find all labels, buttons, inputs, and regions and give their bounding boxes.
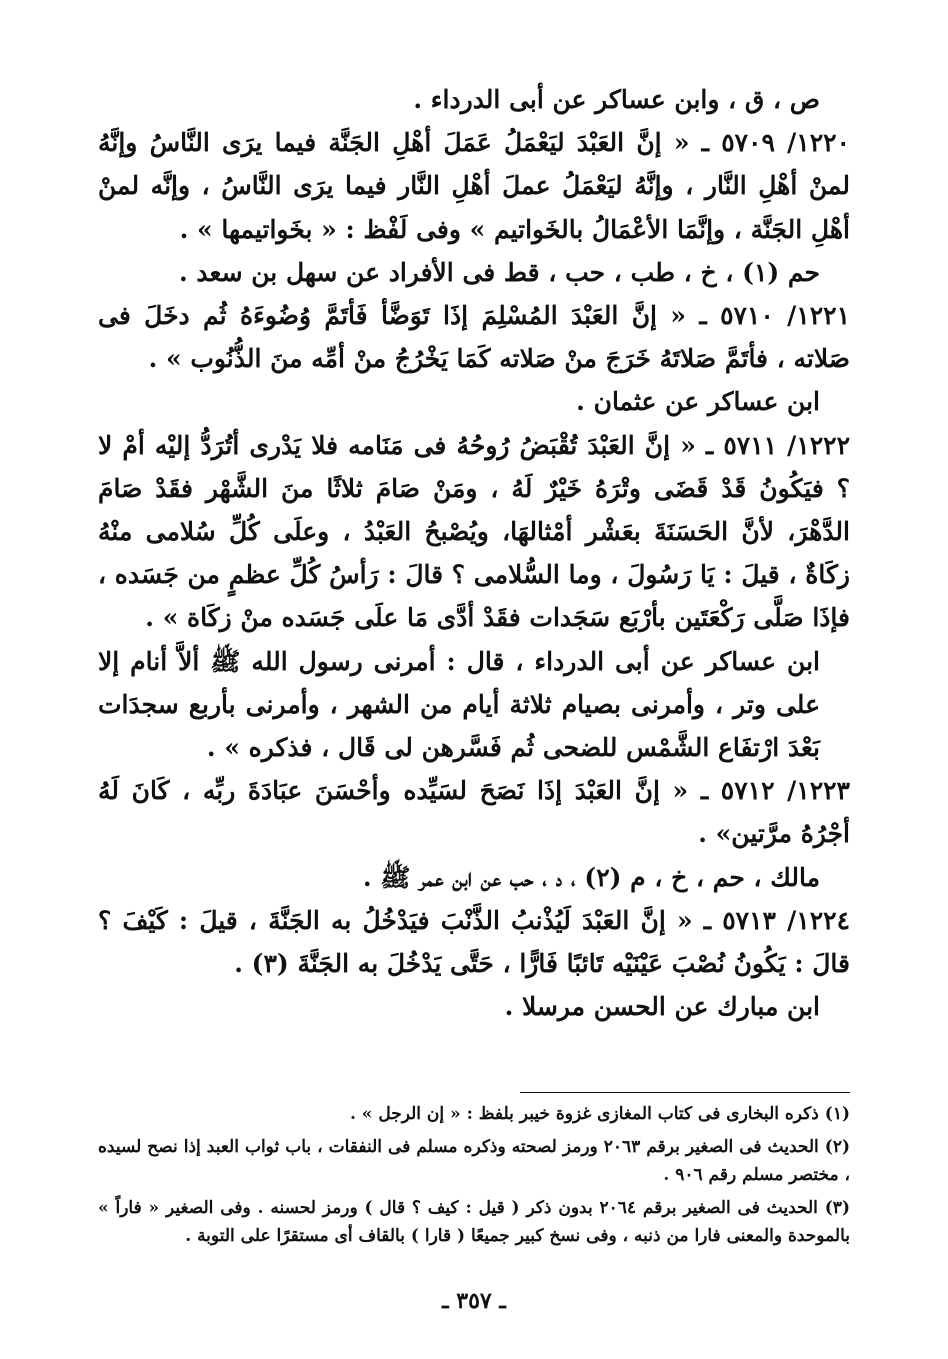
source-line: ابن عساكر عن أبى الدرداء ، قال : أمرنى رسول الله ﷺ ألاَّ أنام إلا على وتر ، وأمرنى بصيام ثلاثة أيام من الشهر ، وأمرنى بأربع سجدَات بَعْدَ ارْتفَاع الشَّمْس للضحى ثُم فَسَّرهن لى قَال ، فذكره » . (98, 646, 820, 763)
page-number: ـ ٣٥٧ ـ (442, 1288, 506, 1314)
hadith-1223: ١٢٢٣/ ٥٧١٢ ـ « إنَّ العَبْدَ إذَا نَصَحَ لسَيِّده وأحْسَنَ عبَادَةَ ربِّه ، كَانَ لَهُ أجْرُهُ مرَّتين» . (98, 776, 850, 849)
footnote-divider (520, 1092, 850, 1093)
footnote-2: (٢) الحديث فى الصغير برقم ٢٠٦٣ ورمز لصحته وذكره مسلم فى النفقات ، باب ثواب العبد إذا نصح لسيده ، مختصر مسلم رقم ٩٠٦ . (98, 1137, 850, 1185)
hadith-1221: ١٢٢١/ ٥٧١٠ ـ « إنَّ العَبْدَ المُسْلِمَ إذَا تَوَضَّأ فَأتَمَّ وُضُوءَهُ ثُم دخَلَ فى صَلاته ، فأتَمَّ صَلاتَهُ خَرَجَ منْ صَلاته كَمَا يَخْرُجُ منْ أمِّه منَ الذُّنُوب » . (98, 301, 850, 374)
source-line: مالك ، حم ، خ ، م (٢) ، د ، حب عن ابن عمر ﷺ . (362, 862, 820, 892)
source-line: حم (١) ، خ ، طب ، حب ، قط فى الأفراد عن سهل بن سعد . (179, 257, 820, 287)
hadith-1222: ١٢٢٢/ ٥٧١١ ـ « إنَّ العَبْدَ تُقْبَضُ رُوحُهُ فى مَنَامه فلا يَدْرى أتُرَدُّ إليْه أمْ لا ؟ فيَكُونُ قَدْ قَضَى وتْرَهُ خَيْرٌ لَهُ ، ومَنْ صَامَ ثلاثًا منَ الشَّهْر فقَدْ صَامَ الدَّهْرَ، لأنَّ الحَسَنَةَ بعَشْر أمْثالهَا، ويُصْبحُ العَبْدُ ، وعلَى كُلِّ سُلامى منْهُ زكَاةٌ ، قيلَ : يَا رَسُولَ ، وما السُّلامى ؟ قالَ : رَأسُ كُلِّ عظمٍ من جَسَده ، فإذَا صَلَّى رَكْعَتَين بأرْبَع سَجَدات فقَدْ أدَّى مَا علَى جَسَده منْ زكَاة » . (98, 430, 851, 633)
main-text (98, 78, 850, 1028)
source-line: ابن عساكر عن عثمان . (576, 387, 820, 417)
footnote-1: (١) ذكره البخارى فى كتاب المغازى غزوة خيبر بلفظ : « إن الرجل » . (349, 1104, 850, 1124)
source-line: ص ، ق ، وابن عساكر عن أبى الدرداء . (413, 85, 820, 114)
footnote-3: (٣) الحديث فى الصغير برقم ٢٠٦٤ بدون ذكر ( قيل : كيف ؟ قال ) ورمز لحسنه . وفى الصغير « فاراً » بالموحدة والمعنى فارا من ذنبه ، وفى نسخ كبير جميعًا ( قارا ) بالقاف أى مستقرًا على التوبة . (98, 1198, 850, 1246)
hadith-1220: ١٢٢٠/ ٥٧٠٩ ـ « إنَّ العَبْدَ ليَعْمَلُ عَمَلَ أهْلِ الجَنَّة فيما يرَى النَّاسُ وإنَّهُ لمنْ أهْلِ النَّار ، وإنَّهُ ليَعْمَلُ عملَ أهْلِ النَّار فيما يرَى النَّاسُ ، وإنَّه لمنْ أهْلِ الجَنَّة ، وإنَّمَا الأعْمَالُ بالخَواتيم » وفى لَفْظ : « بخَواتيمها » . (98, 128, 850, 244)
hadith-1224: ١٢٢٤/ ٥٧١٣ ـ « إنَّ العَبْدَ لَيُذْنبُ الذَّنْبَ فيَدْخُلُ به الجَنَّةَ ، قيلَ : كَيْفَ ؟ قالَ : يَكُونُ نُصْبَ عَيْنَيْه تَائبًا فَارًّا ، حَتَّى يَدْخُلَ به الجَنَّةَ (٣) . (98, 905, 850, 979)
footnotes (98, 1100, 850, 1255)
source-line: ابن مبارك عن الحسن مرسلا . (504, 992, 820, 1022)
